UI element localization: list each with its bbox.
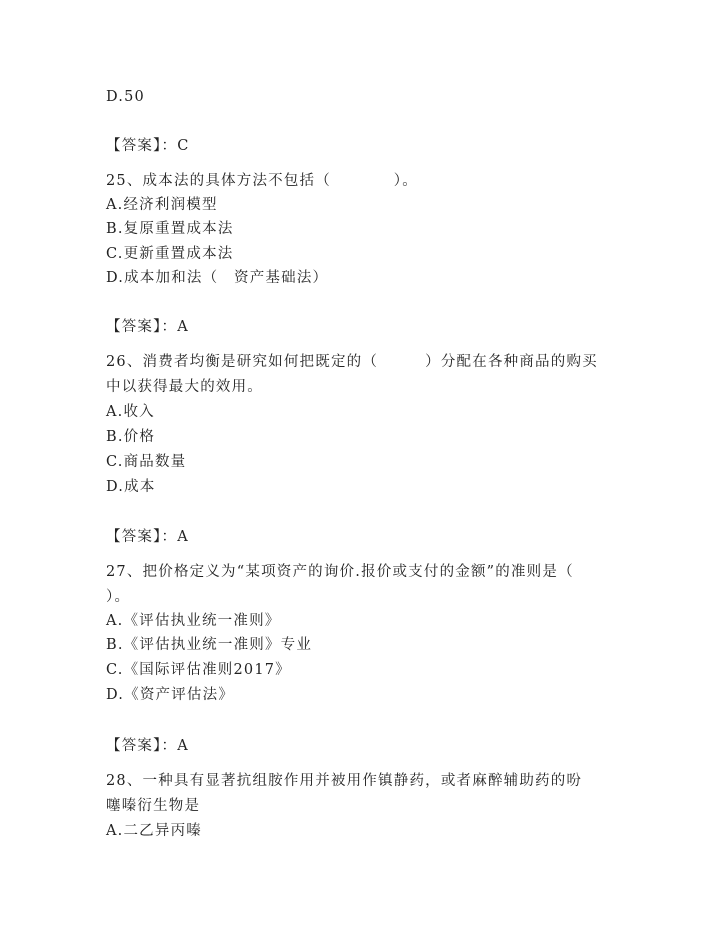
q25-answer: 【答案】：A [106, 319, 189, 335]
q26-answer: 【答案】：A [106, 529, 189, 545]
q28-stem-line-1: 28、一种具有显著抗组胺作用并被用作镇静药，或者麻醉辅助药的吩 [106, 773, 583, 789]
q27-stem-line-2: ）。 [106, 589, 131, 605]
q24-option-d: D.50 [106, 89, 145, 105]
q27-stem-line-1: 27、把价格定义为“某项资产的询价.报价或支付的金额”的准则是（ [106, 564, 574, 580]
q26-stem-line-2: 中以获得最大的效用。 [106, 379, 263, 395]
q25-option-d: D.成本加和法（ 资产基础法） [106, 270, 329, 286]
q27-option-b: B.《评估执业统一准则》专业 [106, 637, 313, 653]
q27-option-a: A.《评估执业统一准则》 [106, 613, 281, 629]
q27-answer: 【答案】：A [106, 738, 189, 754]
q26-option-c: C.商品数量 [106, 454, 187, 470]
q27-option-d: D.《资产评估法》 [106, 687, 235, 703]
q25-option-c: C.更新重置成本法 [106, 246, 234, 262]
q26-option-d: D.成本 [106, 479, 156, 495]
q25-option-b: B.复原重置成本法 [106, 221, 234, 237]
q25-stem: 25、成本法的具体方法不包括（ ）。 [106, 173, 418, 189]
q28-stem-line-2: 噻嗪衍生物是 [106, 798, 201, 814]
q27-option-c: C.《国际评估准则2017》 [106, 662, 291, 678]
q26-option-b: B.价格 [106, 429, 156, 445]
q24-answer: 【答案】：C [106, 138, 190, 154]
q28-option-a: A.二乙异丙嗪 [106, 823, 202, 839]
q25-option-a: A.经济利润模型 [106, 197, 218, 213]
q26-option-a: A.收入 [106, 404, 155, 420]
q26-stem-line-1: 26、消费者均衡是研究如何把既定的（ ）分配在各种商品的购买 [106, 354, 598, 370]
